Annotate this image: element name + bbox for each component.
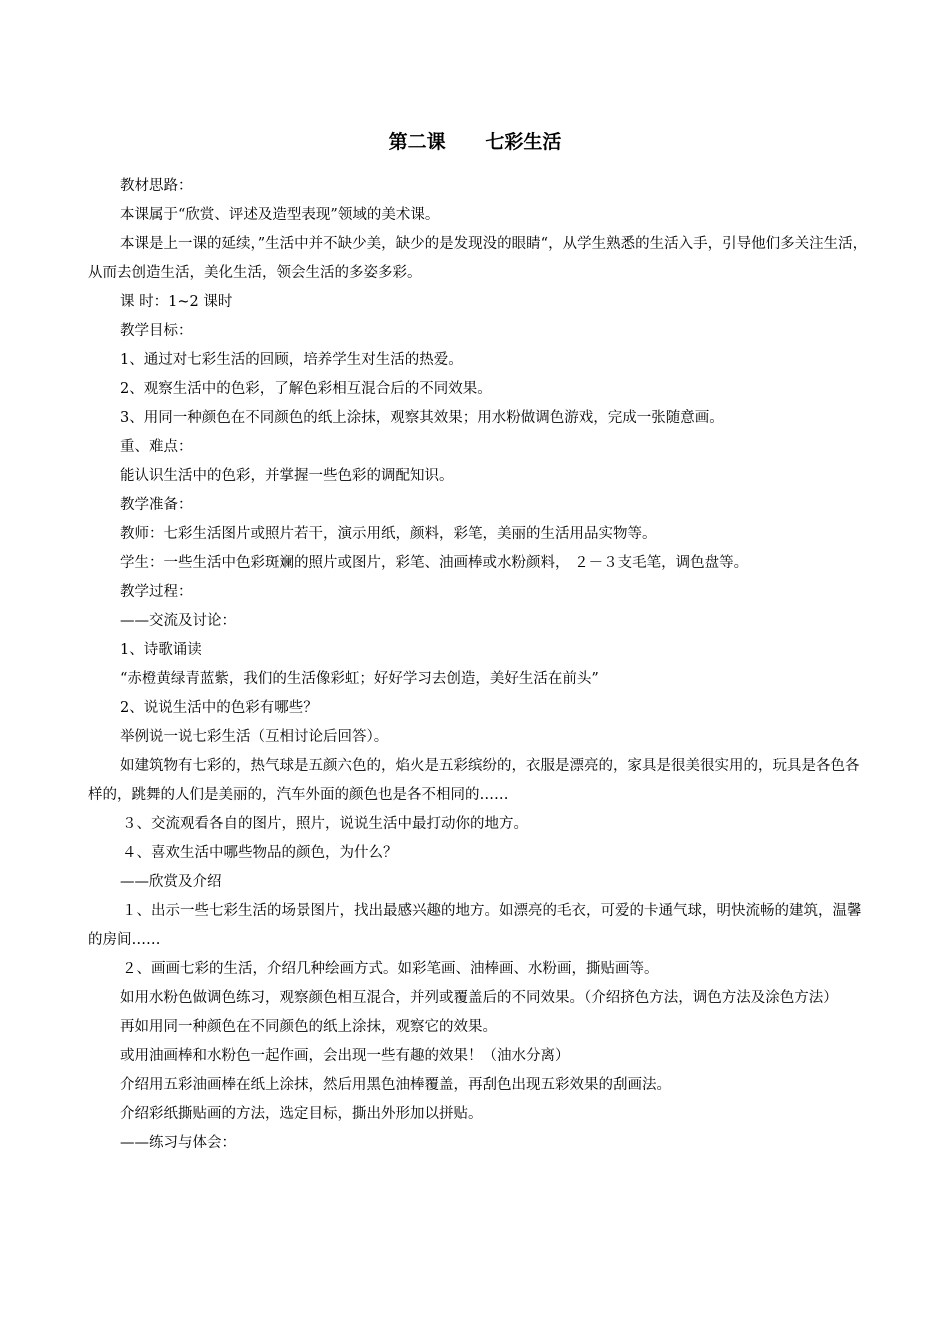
paragraph: 1、诗歌诵读 xyxy=(120,642,202,658)
paragraph: 教师：七彩生活图片或照片若干，演示用纸，颜料，彩笔，美丽的生活用品实物等。 xyxy=(120,526,657,542)
lesson-body xyxy=(88,172,870,1158)
paragraph: 教材思路： xyxy=(120,178,193,194)
paragraph: 学生：一些生活中色彩斑斓的照片或图片，彩笔、油画棒或水粉颜料， ２－３支毛笔，调色盘等。 xyxy=(120,555,749,571)
paragraph: 如用水粉色做调色练习，观察颜色相互混合，并列或覆盖后的不同效果。（介绍挤色方法，调色方法及涂色方法） xyxy=(120,990,838,1006)
paragraph: 再如用同一种颜色在不同颜色的纸上涂抹，观察它的效果。 xyxy=(120,1019,497,1035)
paragraph: 如建筑物有七彩的，热气球是五颜六色的，焰火是五彩缤纷的，衣服是漂亮的，家具是很美很实用的，玩具是各色各样的，跳舞的人们是美丽的，汽车外面的颜色也是各不相同的…… xyxy=(88,758,860,803)
paragraph: 课 时：1~2 课时 xyxy=(120,294,233,310)
paragraph: 介绍彩纸撕贴画的方法，选定目标，撕出外形加以拼贴。 xyxy=(120,1106,483,1122)
paragraph: “赤橙黄绿青蓝紫，我们的生活像彩虹；好好学习去创造，美好生活在前头” xyxy=(120,671,599,687)
paragraph: 2、说说生活中的色彩有哪些？ xyxy=(120,700,318,716)
paragraph: ４、喜欢生活中哪些物品的颜色，为什么？ xyxy=(122,845,398,861)
paragraph: 教学过程： xyxy=(120,584,193,600)
lesson-title: 第二课 七彩生活 xyxy=(388,131,562,153)
paragraph: 1、通过对七彩生活的回顾，培养学生对生活的热爱。 xyxy=(120,352,463,368)
paragraph: ——欣赏及介绍 xyxy=(120,874,222,890)
paragraph: 本课是上一课的延续，”生活中并不缺少美，缺少的是发现没的眼睛“，从学生熟悉的生活入手，引导他们多关注生活，从而去创造生活，美化生活，领会生活的多姿多彩。 xyxy=(88,236,868,281)
paragraph: 2、观察生活中的色彩，了解色彩相互混合后的不同效果。 xyxy=(120,381,492,397)
paragraph: ３、交流观看各自的图片，照片，说说生活中最打动你的地方。 xyxy=(122,816,528,832)
paragraph: 重、难点： xyxy=(120,439,193,455)
paragraph: 能认识生活中的色彩，并掌握一些色彩的调配知识。 xyxy=(120,468,454,484)
paragraph: 或用油画棒和水粉色一起作画，会出现一些有趣的效果！（油水分离） xyxy=(120,1048,570,1064)
paragraph: 教学目标： xyxy=(120,323,193,339)
paragraph: 教学准备： xyxy=(120,497,193,513)
paragraph: 3、用同一种颜色在不同颜色的纸上涂抹，观察其效果；用水粉做调色游戏，完成一张随意画。 xyxy=(120,410,724,426)
paragraph: 介绍用五彩油画棒在纸上涂抹，然后用黑色油棒覆盖，再刮色出现五彩效果的刮画法。 xyxy=(120,1077,671,1093)
paragraph: 本课属于“欣赏、评述及造型表现”领域的美术课。 xyxy=(120,207,440,223)
paragraph: ２、画画七彩的生活，介绍几种绘画方式。如彩笔画、油棒画、水粉画，撕贴画等。 xyxy=(122,961,659,977)
paragraph: 举例说一说七彩生活（互相讨论后回答）。 xyxy=(120,729,389,745)
paragraph: ——练习与体会： xyxy=(120,1135,236,1151)
paragraph: １、出示一些七彩生活的场景图片，找出最感兴趣的地方。如漂亮的毛衣，可爱的卡通气球，明快流畅的建筑，温馨的房间…… xyxy=(88,903,862,948)
paragraph: ——交流及讨论： xyxy=(120,613,236,629)
